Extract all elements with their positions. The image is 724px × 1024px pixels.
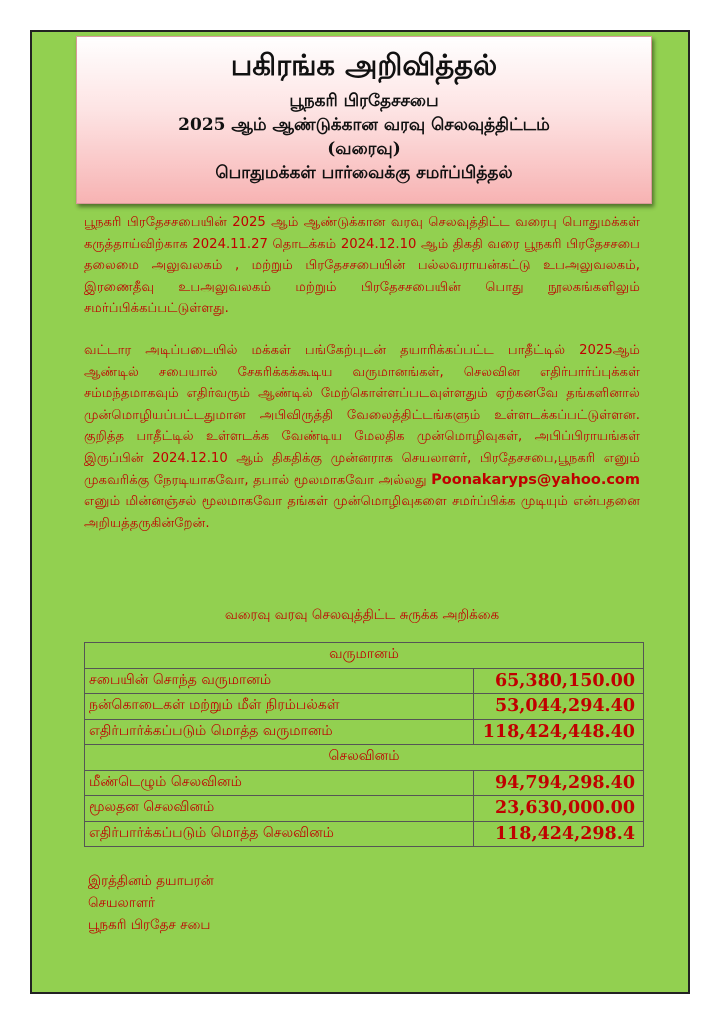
table-row <box>85 668 644 694</box>
title-box <box>76 36 652 204</box>
row-value: 118,424,448.40 <box>474 719 644 745</box>
table-row <box>85 719 644 745</box>
email-link[interactable]: Poonakaryps@yahoo.com <box>431 471 640 488</box>
table-row <box>85 694 644 720</box>
signatory-title: செயலாளர் <box>88 895 156 911</box>
row-value: 23,630,000.00 <box>474 796 644 822</box>
summary-title: வரைவு வரவு செலவுத்திட்ட சுருக்க அறிக்கை <box>224 607 500 623</box>
row-value: 53,044,294.40 <box>474 694 644 720</box>
expense-header: செலவினம் <box>85 745 644 771</box>
row-value: 65,380,150.00 <box>474 668 644 694</box>
row-label: எதிர்பார்க்கப்படும் மொத்த வருமானம் <box>85 719 474 745</box>
public-submission-title: பொதுமக்கள் பார்வைக்கு சமர்ப்பித்தல் <box>215 163 513 183</box>
row-value: 94,794,298.40 <box>474 770 644 796</box>
table-row <box>85 821 644 847</box>
council-name: பூநகரி பிரதேசசபை <box>289 91 439 111</box>
table-row <box>85 643 644 669</box>
table-row <box>85 796 644 822</box>
row-label: நன்கொடைகள் மற்றும் மீள் நிரம்பல்கள் <box>85 694 474 720</box>
signature-block <box>88 870 214 936</box>
row-label: சபையின் சொந்த வருமானம் <box>85 668 474 694</box>
draft-label: (வரைவு) <box>327 139 401 159</box>
signatory-office: பூநகரி பிரதேச சபை <box>88 917 211 933</box>
income-header: வருமானம் <box>85 643 644 669</box>
paragraph-2-text: வட்டார அடிப்படையில் மக்கள் பங்கேற்புடன் தயாரிக்கப்பட்ட பாதீட்டில் 2025ஆம் ஆண்டில் சபையால் சேகரிக்கக்கூடிய வருமானங்கள், செலவின எதிர்பார்ப்புக்கள் சம்மந்தமாகவும் எதிர்வரும் ஆண்டில் மேற்கொள்ளப்படவுள்ளதும் ஏற்கனவே தங்களினால் முன்மொழியப்பட்டதுமான அபிவிருத்தி வேலைத்திட்டங்களும் உள்ளடக்கப்பட்டுள்ளன. குறித்த பாதீட்டில் உள்ளடக்க வேண்டிய மேலதிக முன்மொழிவுகள், அபிப்பிராயங்கள் இருப்பின் 2024.12.10 ஆம் திகதிக்கு முன்னராக செயலாளர், பிரதேசசபை,பூநகரி எனும் முகவரிக்கு நேரடியாகவோ, தபால் மூலமாகவோ அல்லது <box>84 343 640 488</box>
row-label: மூலதன செலவினம் <box>85 796 474 822</box>
row-value: 118,424,298.4 <box>474 821 644 847</box>
table-row <box>85 745 644 771</box>
row-label: மீண்டெழும் செலவினம் <box>85 770 474 796</box>
budget-summary-table <box>84 642 644 847</box>
paragraph-2 <box>84 340 640 534</box>
notice-page <box>30 30 690 994</box>
paragraph-1: பூநகரி பிரதேசசபையின் 2025 ஆம் ஆண்டுக்கான வரவு செலவுத்திட்ட வரைபு பொதுமக்கள் கருத்தாய்விற்காக 2024.11.27 தொடக்கம் 2024.12.10 ஆம் திகதி வரை பூநகரி பிரதேசசபை தலைமை அலுவலகம் , மற்றும் பிரதேசசபையின் பல்லவராயன்கட்டு உபஅலுவலகம், இரணைதீவு உபஅலுவலகம் மற்றும் பிரதேசசபையின் பொது நூலகங்களிலும் சமர்ப்பிக்கப்பட்டுள்ளது. <box>84 215 640 317</box>
paragraph-2-text-end: எனும் மின்னஞ்சல் மூலமாகவோ தங்கள் முன்மொழிவுகளை சமர்ப்பிக்க முடியும் என்பதனை அறியத்தருகின்றேன். <box>84 494 640 531</box>
notice-title: பகிரங்க அறிவித்தல் <box>230 48 498 82</box>
signatory-name: இரத்தினம் தயாபரன் <box>88 873 214 889</box>
budget-title: 2025 ஆம் ஆண்டுக்கான வரவு செலவுத்திட்டம் <box>178 115 550 135</box>
table-row <box>85 770 644 796</box>
row-label: எதிர்பார்க்கப்படும் மொத்த செலவினம் <box>85 821 474 847</box>
